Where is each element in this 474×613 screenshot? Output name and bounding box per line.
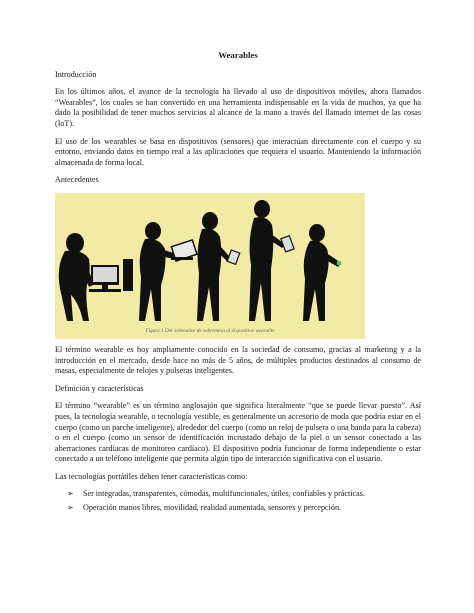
smartwatch-icon — [337, 261, 341, 265]
intro-paragraph-2: El uso de los wearables se basa en dispositivos (sensores) que interactúan directamente con el cuerpo y su entorno, enviando datos en tiempo real a las aplicaciones que requiera el usuario. Manteniendo la información almacenada de forma local. — [55, 136, 421, 167]
human-with-tablet-silhouette — [197, 212, 231, 321]
list-item-text: Operación manos libres, movilidad, realidad aumentada, sensores y percepción. — [83, 503, 342, 513]
tablet-icon — [227, 250, 240, 264]
arrow-bullet-icon: ➢ — [67, 503, 74, 513]
caracteristicas-intro: Las tecnologías portátiles deben tener características como: — [55, 471, 248, 481]
hunched-human-with-watch-silhouette — [303, 224, 341, 321]
evolution-illustration — [55, 193, 365, 339]
document-body — [55, 50, 421, 517]
antecedentes-paragraph: El término wearable es hoy ampliamente conocido en la sociedad de consumo, gracias al marketing y a la introducción en el mercado, desde hace no más de 5 años, de múltiples productos destinados al consumo de masas, especialmente de relojes y pulseras inteligentes. — [55, 344, 421, 376]
figure-caption: Figura 1 Del ordenador de sobremesa al dispositivo wearable — [145, 328, 275, 335]
list-item — [67, 503, 421, 514]
phone-icon — [281, 236, 294, 252]
evolution-figure — [55, 193, 365, 339]
intro-heading: Introducción — [55, 69, 97, 79]
caracteristicas-list — [55, 489, 421, 513]
document-title: Wearables — [218, 50, 258, 60]
laptop-icon — [171, 240, 197, 261]
definicion-heading: Definición y características — [55, 383, 144, 393]
desktop-computer-icon — [89, 259, 133, 292]
list-item-text: Ser integradas, transparentes, cómodas, multifuncionales, útiles, confiables y prácticas. — [83, 489, 365, 499]
intro-paragraph-1: En los últimos años, el avance de la tecnología ha llevado al uso de dispositivos móviles, ahora llamados “Wearables”, los cuales se han convertido en una herramienta indispensable en la vida de muchos, ya que ha dado la posibilidad de tener muchos servicios al alcance de la mano a través del llamado internet de las cosas (IoT). — [55, 87, 421, 128]
hunched-human-silhouette — [139, 222, 181, 321]
arrow-bullet-icon: ➢ — [67, 489, 74, 499]
upright-human-silhouette — [249, 200, 285, 321]
definicion-paragraph: El término “wearable” es un término anglosajón que significa literalmente “que se puede llevar puesto”. Así pues, la tecnología wearable, o tecnología vestible, es generalmente un accesorio de moda que podría estar en el cuerpo (como un parche inteligente), alrededor del cuerpo (como un reloj de pulsera o una banda para la cabeza) o en el cuerpo (como un sensor de identificación incrustado debajo de la piel o un sensor conectado a las aberraciones cardíacas de monitoreo cardíaco). El dispositivo podría funcionar de forma independiente o estar conectado a un teléfono inteligente que permita algún tipo de interacción significativa con el usuario. — [55, 401, 421, 464]
ape-silhouette — [59, 233, 93, 321]
antecedentes-heading: Antecedentes — [55, 175, 99, 185]
list-item — [67, 489, 421, 500]
